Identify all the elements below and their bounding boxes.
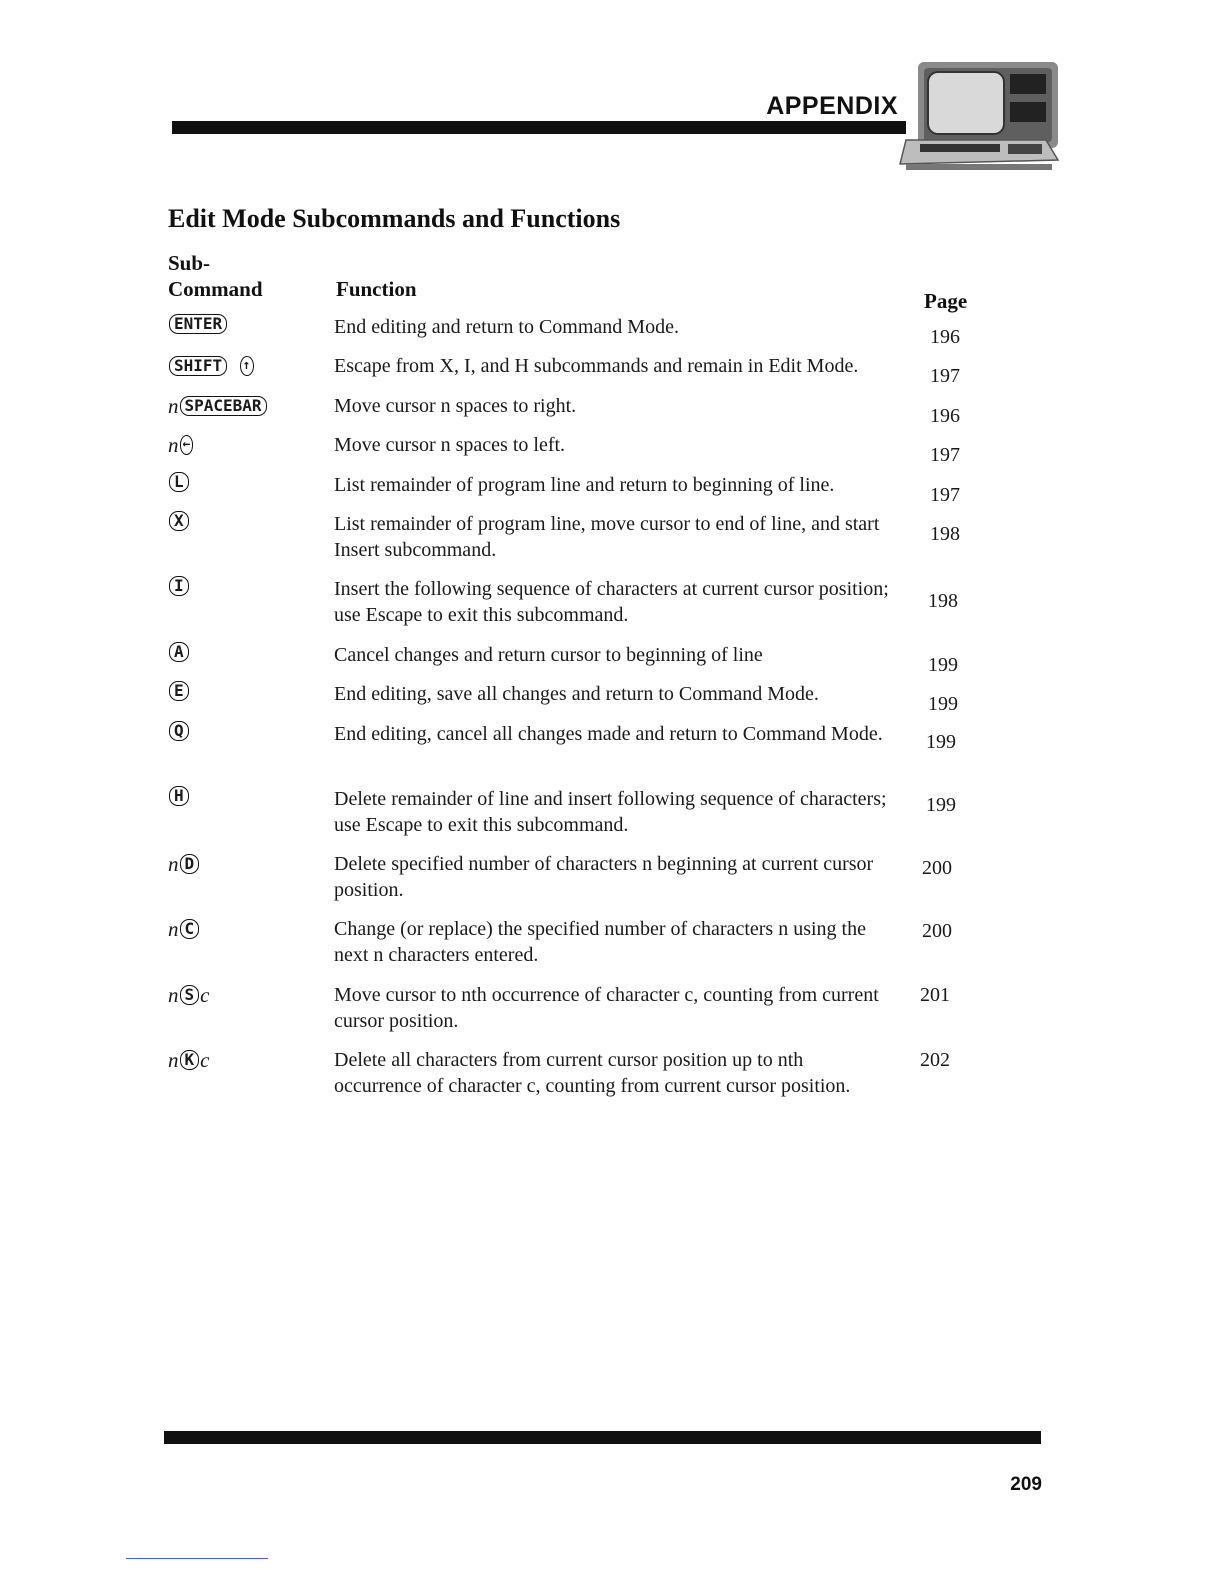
bottom-rule	[164, 1431, 1041, 1444]
key-cap: K	[180, 1050, 200, 1070]
table-row	[0, 511, 1224, 571]
function-cell: End editing and return to Command Mode.	[334, 316, 679, 338]
key-cap: E	[169, 681, 189, 701]
function-cell: Move cursor to nth occurrence of character c, counting from current cursor position.	[334, 984, 879, 1032]
function-cell: Escape from X, I, and H subcommands and remain in Edit Mode.	[334, 355, 859, 377]
page-cell: 200	[922, 920, 952, 942]
subcommand-prefix: n	[168, 394, 179, 418]
function-cell: Change (or replace) the specified number of characters n using the next n characters entered.	[334, 918, 866, 966]
page-cell: 199	[926, 731, 956, 753]
page-cell: 200	[922, 857, 952, 879]
function-cell: Delete specified number of characters n beginning at current cursor position.	[334, 853, 874, 901]
key-cap: SPACEBAR	[180, 396, 267, 416]
key-cap: SHIFT	[169, 356, 227, 376]
subcommand-cell	[168, 576, 190, 596]
subcommand-prefix: n	[168, 1048, 179, 1072]
page-cell: 201	[920, 984, 950, 1006]
subcommand-cell	[168, 1047, 209, 1073]
subcommand-prefix: n	[168, 917, 179, 941]
subcommand-cell	[168, 851, 200, 877]
subcommand-cell	[168, 721, 190, 741]
subcommand-prefix: n	[168, 983, 179, 1007]
function-cell: List remainder of program line and return to beginning of line.	[334, 474, 835, 496]
subcommand-cell	[168, 982, 209, 1008]
table-row	[0, 576, 1224, 636]
function-cell: Delete all characters from current cursor position up to nth occurrence of character c, counting from current cursor position.	[334, 1049, 851, 1097]
table-row	[0, 982, 1224, 1042]
function-cell: List remainder of program line, move cursor to end of line, and start Insert subcommand.	[334, 513, 880, 561]
subcommand-cell	[168, 393, 268, 419]
table-row	[0, 916, 1224, 976]
function-cell: End editing, save all changes and return to Command Mode.	[334, 683, 819, 705]
subcommand-cell	[168, 916, 200, 942]
key-cap: L	[169, 472, 189, 492]
page-cell: 197	[930, 365, 960, 387]
page-title: Edit Mode Subcommands and Functions	[168, 204, 621, 233]
page-cell: 196	[930, 405, 960, 427]
key-cap: D	[180, 854, 200, 874]
column-header-page: Page	[924, 289, 968, 313]
function-cell: Move cursor n spaces to right.	[334, 395, 577, 417]
column-header-subcommand-line2: Command	[168, 277, 263, 301]
page-cell: 199	[926, 794, 956, 816]
computer-illustration	[896, 58, 1062, 180]
table-row	[0, 786, 1224, 846]
key-cap: ENTER	[169, 314, 227, 334]
page-cell: 198	[930, 523, 960, 545]
left-arrow-key-icon: ←	[180, 435, 194, 455]
key-cap: H	[169, 786, 189, 806]
subcommand-suffix: c	[200, 1048, 210, 1072]
subcommand-prefix: n	[168, 852, 179, 876]
subcommand-cell	[168, 511, 190, 531]
table-row	[0, 721, 1224, 781]
page-cell: 199	[928, 654, 958, 676]
page-number: 209	[1010, 1474, 1042, 1495]
table-row	[0, 851, 1224, 911]
table-row	[0, 1047, 1224, 1107]
function-cell: End editing, cancel all changes made and return to Command Mode.	[334, 723, 883, 745]
subcommand-cell	[168, 314, 228, 334]
function-cell: Insert the following sequence of characters at current cursor position; use Escape to exit this subcommand.	[334, 578, 889, 626]
subcommand-cell	[168, 642, 190, 662]
page-cell: 197	[930, 444, 960, 466]
page-cell: 198	[928, 590, 958, 612]
column-header-subcommand	[168, 250, 263, 302]
section-header: APPENDIX	[766, 92, 898, 120]
top-rule	[172, 121, 906, 134]
page-cell: 197	[930, 484, 960, 506]
footnote-divider	[126, 1558, 268, 1559]
up-arrow-key-icon: ↑	[240, 356, 254, 376]
page-cell: 199	[928, 693, 958, 715]
subcommand-suffix: c	[200, 983, 210, 1007]
subcommand-cell	[168, 353, 255, 379]
key-cap: C	[180, 919, 200, 939]
page-cell: 202	[920, 1049, 950, 1071]
page-cell: 196	[930, 326, 960, 348]
subcommand-cell	[168, 472, 190, 492]
column-header-subcommand-line1: Sub-	[168, 251, 211, 275]
key-cap: A	[169, 642, 189, 662]
subcommand-cell	[168, 432, 194, 458]
subcommand-cell	[168, 786, 190, 806]
key-cap: X	[169, 511, 189, 531]
key-cap: I	[169, 576, 189, 596]
subcommand-prefix: n	[168, 433, 179, 457]
function-cell: Move cursor n spaces to left.	[334, 434, 566, 456]
column-header-function: Function	[336, 277, 417, 301]
key-cap: S	[180, 985, 200, 1005]
function-cell: Delete remainder of line and insert following sequence of characters; use Escape to exit this subcommand.	[334, 788, 887, 836]
subcommand-cell	[168, 681, 190, 701]
key-cap: Q	[169, 721, 189, 741]
function-cell: Cancel changes and return cursor to beginning of line	[334, 644, 763, 666]
